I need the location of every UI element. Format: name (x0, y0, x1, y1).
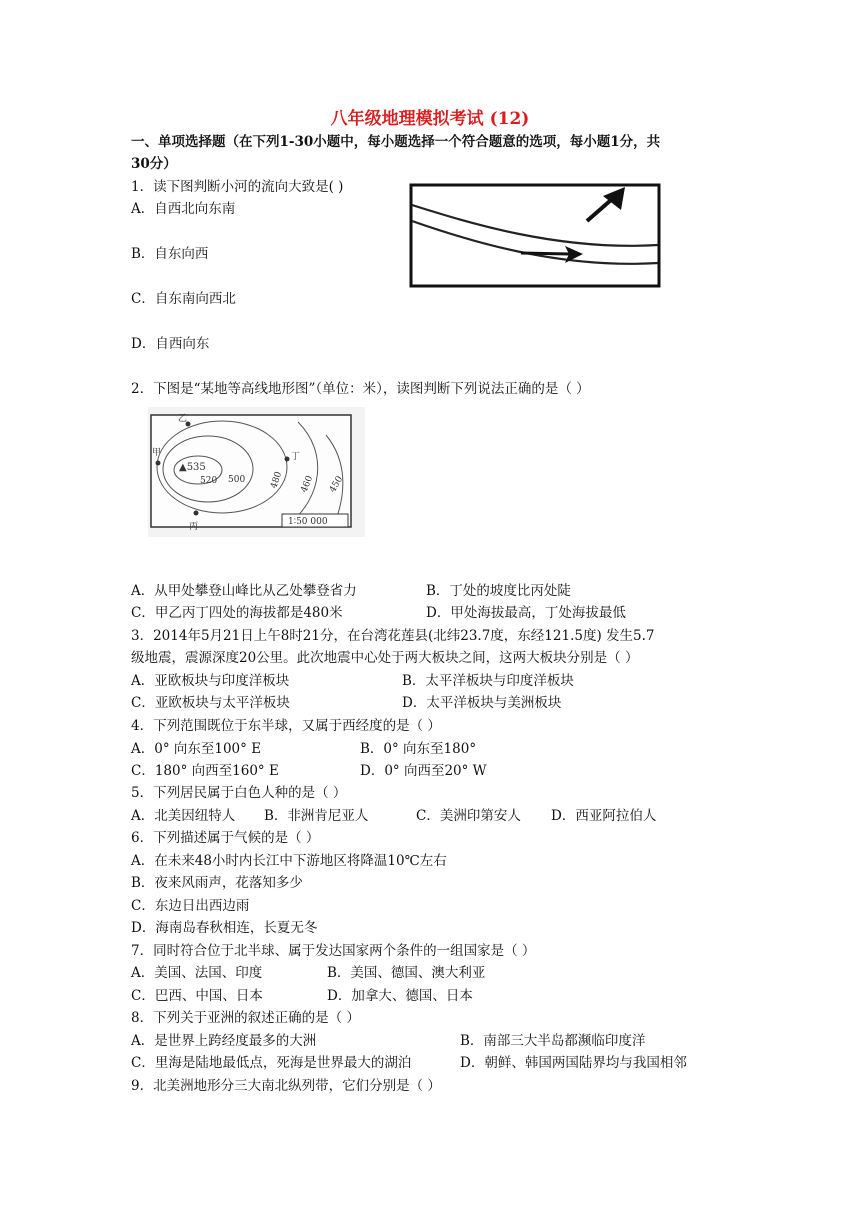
contour-map-figure (148, 407, 365, 537)
point-jia (156, 461, 161, 466)
q6-option-d: D．海南岛春秋相连，长夏无冬 (131, 920, 318, 936)
label-450: 450 (327, 474, 346, 495)
q3-option-d: D．太平洋板块与美洲板块 (402, 695, 562, 711)
q2-option-d: D．甲处海拔最高，丁处海拔最低 (426, 605, 626, 621)
q1-option-c: C．自东南向西北 (131, 291, 236, 307)
q8-stem: 8．下列关于亚洲的叙述正确的是（ ） (131, 1010, 360, 1026)
q2-option-a: A．从甲处攀登山峰比从乙处攀登省力 (131, 583, 357, 599)
q1-stem: 1．读下图判断小河的流向大致是( ) (131, 179, 344, 195)
q5-option-c: C．美洲印第安人 (416, 808, 521, 824)
q8-option-d: D．朝鲜、韩国两国陆界均与我国相邻 (460, 1055, 687, 1071)
q7-option-b: B．美国、德国、澳大利亚 (327, 965, 486, 981)
q2-stem: 2．下图是“某地等高线地形图”（单位：米），读图判断下列说法正确的是（ ） (131, 381, 590, 397)
q3-option-b: B．太平洋板块与印度洋板块 (402, 673, 574, 689)
q4-stem: 4．下列范围既位于东半球，又属于西经度的是（ ） (131, 718, 441, 734)
q7-option-a: A．美国、法国、印度 (131, 965, 263, 981)
river-map-figure (409, 183, 661, 288)
q3-option-a: A．亚欧板块与印度洋板块 (131, 673, 290, 689)
exam-title: 八年级地理模拟考试 (12) (330, 109, 530, 129)
q4-option-a: A．0° 向东至100° E (131, 741, 262, 757)
q6-option-a: A．在未来48小时内长江中下游地区将降温10℃左右 (131, 853, 447, 869)
q4-option-d: D．0° 向西至20° W (360, 763, 487, 779)
q4-option-b: B．0° 向东至180° (360, 741, 477, 757)
label-yi: 乙 (178, 414, 188, 424)
q2-option-b: B．丁处的坡度比丙处陡 (426, 583, 571, 599)
q8-option-c: C．里海是陆地最低点，死海是世界最大的湖泊 (131, 1055, 412, 1071)
label-480: 480 (269, 470, 285, 490)
q7-option-c: C．巴西、中国、日本 (131, 988, 263, 1004)
label-ding: 丁 (291, 452, 301, 462)
point-bing (194, 511, 199, 516)
q5-option-a: A．北美因纽特人 (131, 808, 236, 824)
section-heading-line1: 一、单项选择题（在下列1-30小题中，每小题选择一个符合题意的选项，每小题1分，共 (131, 134, 661, 150)
q3-stem-line1: 3．2014年5月21日上午8时21分，在台湾花莲县(北纬23.7度，东经121.5度) 发生5.7 (131, 628, 655, 644)
point-ding (285, 457, 290, 462)
q1-option-d: D．自西向东 (131, 336, 210, 352)
q7-option-d: D．加拿大、德国、日本 (327, 988, 473, 1004)
label-jia: 甲 (152, 448, 162, 458)
q3-stem-line2: 级地震，震源深度20公里。此次地震中心处于两大板块之间，这两大板块分别是（ ） (131, 650, 639, 666)
q5-option-d: D．西亚阿拉伯人 (551, 808, 657, 824)
q6-stem: 6．下列描述属于气候的是（ ） (131, 830, 320, 846)
q2-option-c: C．甲乙丙丁四处的海拔都是480米 (131, 605, 343, 621)
q5-stem: 5．下列居民属于白色人种的是（ ） (131, 785, 347, 801)
label-peak: ▲535 (179, 462, 206, 473)
q6-option-b: B．夜来风雨声，花落知多少 (131, 875, 303, 891)
scale-label: 1∶50 000 (288, 517, 328, 527)
q3-option-c: C．亚欧板块与太平洋板块 (131, 695, 290, 711)
label-460: 460 (299, 474, 316, 495)
q5-option-b: B．非洲肯尼亚人 (264, 808, 369, 824)
label-500: 500 (228, 475, 246, 485)
q9-stem: 9．北美洲地形分三大南北纵列带，它们分别是（ ） (131, 1078, 441, 1094)
label-bing: 丙 (189, 522, 199, 532)
q7-stem: 7．同时符合位于北半球、属于发达国家两个条件的一组国家是（ ） (131, 943, 536, 959)
section-heading (131, 131, 741, 175)
q8-option-b: B．南部三大半岛都濒临印度洋 (460, 1033, 646, 1049)
q8-option-a: A．是世界上跨经度最多的大洲 (131, 1033, 317, 1049)
q4-option-c: C．180° 向西至160° E (131, 763, 279, 779)
q1-option-b: B．自东向西 (131, 246, 209, 262)
label-520: 520 (200, 476, 218, 486)
section-heading-line2: 30分） (131, 156, 177, 172)
q1-option-a: A．自西北向东南 (131, 201, 236, 217)
q6-option-c: C．东边日出西边雨 (131, 898, 250, 914)
